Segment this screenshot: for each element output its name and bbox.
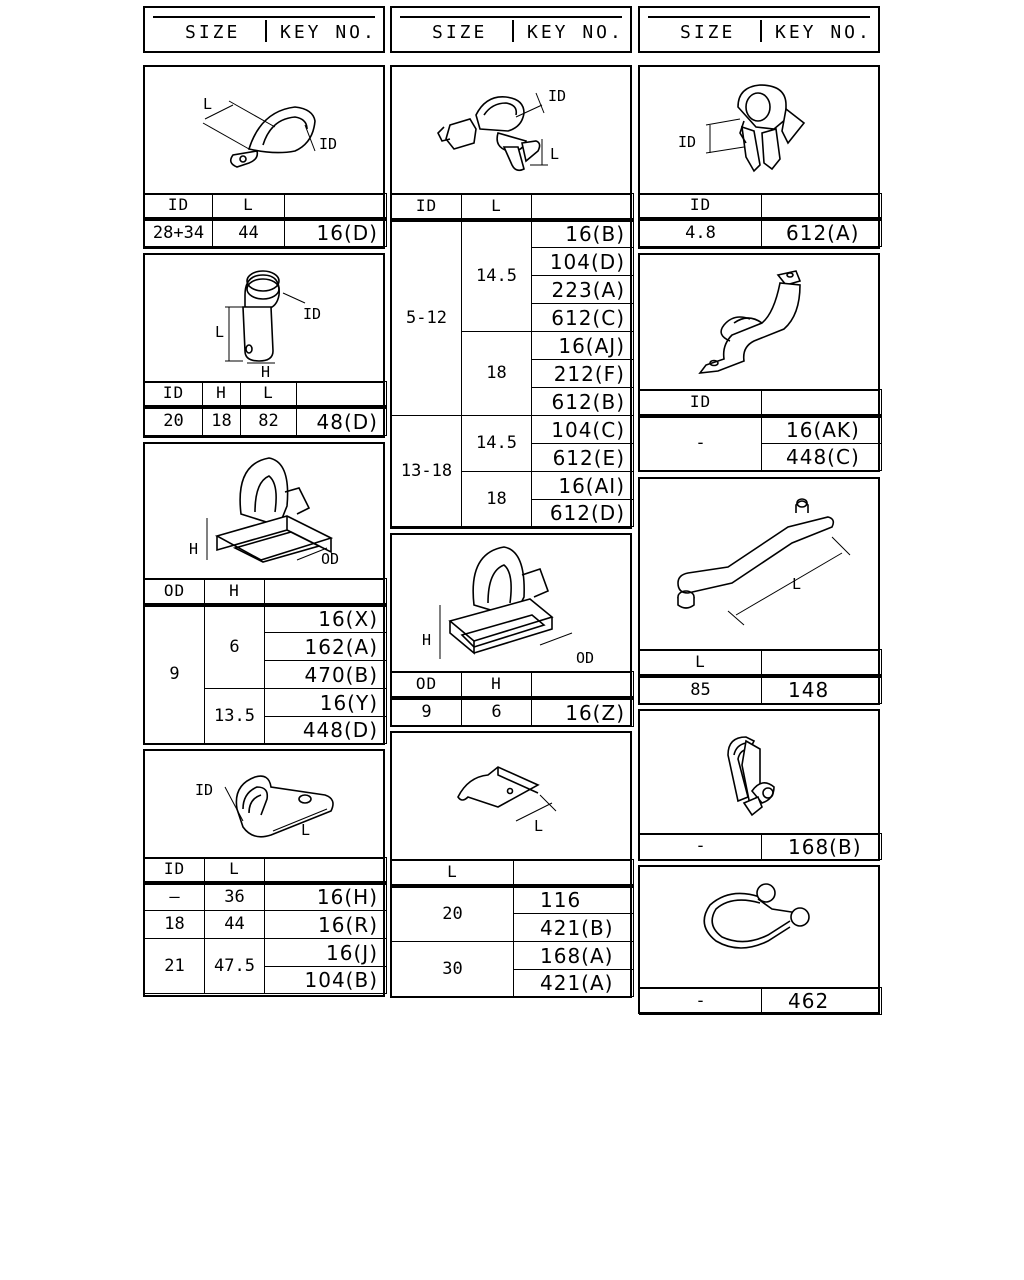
panel-channel-clip — [390, 533, 632, 727]
double-loop-clip-icon — [145, 751, 383, 857]
key-no-cell: 48(D) — [297, 407, 387, 436]
rail-clip-drawing — [145, 444, 383, 580]
key-no-cell: 16(J) — [265, 939, 387, 967]
panel-double-loop-clip — [143, 749, 385, 997]
size-cell: 44 — [205, 911, 265, 939]
key-no-cell: 16(Z) — [532, 698, 634, 727]
col-header: L — [640, 650, 762, 676]
key-no-cell: 16(AI) — [532, 472, 634, 500]
panel-rail-clip — [143, 442, 385, 745]
key-no-cell: 612(B) — [532, 388, 634, 416]
col-header: ID — [392, 194, 462, 220]
key-no-cell: 16(H) — [265, 883, 387, 911]
long-strap-table — [639, 649, 882, 704]
col-header: H — [205, 579, 265, 605]
col-header: H — [203, 382, 241, 407]
key-no-cell: 212(F) — [532, 360, 634, 388]
key-no-cell: 421(A) — [514, 970, 634, 997]
dim-label: H — [189, 540, 199, 558]
dim-label: ID — [195, 781, 214, 799]
rail-clip-icon — [145, 444, 383, 578]
col-header: OD — [392, 672, 462, 698]
long-strap-drawing — [640, 479, 878, 651]
col-header: ID — [640, 194, 762, 219]
panel-hook-clip — [638, 709, 880, 861]
size-cell: 5-12 — [392, 220, 462, 416]
key-no-cell: 612(D) — [532, 500, 634, 527]
dim-label: L — [203, 95, 213, 113]
saddle-bracket-drawing — [640, 255, 878, 391]
key-no-cell: 470(B) — [265, 661, 387, 689]
size-cell: - — [640, 988, 762, 1015]
size-cell: 18 — [462, 332, 532, 416]
spring-clip-icon — [392, 733, 630, 859]
saddle-bracket-table — [639, 389, 882, 471]
spring-clip-drawing — [392, 733, 630, 861]
col-header — [762, 390, 882, 416]
wire-loop-drawing — [640, 867, 878, 989]
panel-saddle-bracket — [638, 253, 880, 472]
wire-loop-table — [639, 987, 882, 1015]
key-no-cell: 612(C) — [532, 304, 634, 332]
double-loop-clip-table — [144, 857, 387, 994]
size-cell: 18 — [145, 911, 205, 939]
key-no-header: KEY NO. — [775, 22, 872, 43]
hook-clip-table — [639, 833, 882, 860]
key-no-cell: 168(B) — [762, 834, 882, 860]
key-no-header: KEY NO. — [527, 22, 624, 43]
key-no-cell: 116 — [514, 886, 634, 914]
key-no-cell: 104(C) — [532, 416, 634, 444]
key-no-cell: 612(E) — [532, 444, 634, 472]
bracket-clamp-icon — [145, 255, 383, 381]
key-no-cell: 16(X) — [265, 605, 387, 633]
hook-clip-drawing — [640, 711, 878, 835]
col-header: L — [205, 858, 265, 883]
col-header: L — [392, 860, 514, 886]
dim-label: L — [550, 145, 560, 163]
col-header: OD — [145, 579, 205, 605]
header-divider — [512, 20, 514, 42]
size-cell: 14.5 — [462, 416, 532, 472]
col-header: L — [213, 194, 285, 219]
size-cell: 9 — [392, 698, 462, 727]
panel-long-strap — [638, 477, 880, 705]
header-col2 — [390, 6, 632, 53]
col-header — [265, 858, 387, 883]
dim-label: ID — [303, 305, 322, 323]
col-header: ID — [145, 194, 213, 219]
key-no-cell: 421(B) — [514, 914, 634, 942]
header-rule — [153, 16, 375, 18]
col-header — [514, 860, 634, 886]
dim-label: ID — [678, 133, 697, 151]
p-clamp-icon — [145, 67, 383, 193]
channel-clip-icon — [392, 535, 630, 671]
tube-clip-table — [639, 193, 882, 247]
size-cell: 20 — [392, 886, 514, 942]
size-cell: 4.8 — [640, 219, 762, 247]
size-cell: 30 — [392, 942, 514, 997]
size-cell: 13.5 — [205, 689, 265, 744]
key-no-cell: 223(A) — [532, 276, 634, 304]
col-header: L — [241, 382, 297, 407]
pin-clamp-icon — [392, 67, 630, 193]
header-rule — [648, 16, 870, 18]
dim-label: L — [215, 323, 225, 341]
bracket-clamp-drawing — [145, 255, 383, 383]
key-no-cell: 16(D) — [285, 219, 387, 247]
pin-clamp-drawing — [392, 67, 630, 195]
header-rule — [400, 16, 622, 18]
wire-loop-icon — [640, 867, 878, 987]
key-no-cell: 148 — [762, 676, 882, 704]
dim-label: ID — [319, 135, 338, 153]
key-no-cell: 16(B) — [532, 220, 634, 248]
tube-clip-icon — [640, 67, 878, 193]
size-cell: 13-18 — [392, 416, 462, 527]
header-col3 — [638, 6, 880, 53]
col-header — [297, 382, 387, 407]
dim-label: OD — [576, 649, 595, 667]
size-header: SIZE — [680, 22, 736, 43]
panel-pin-clamp — [390, 65, 632, 529]
size-cell: — — [145, 883, 205, 911]
col-header: ID — [145, 382, 203, 407]
col-header: ID — [145, 858, 205, 883]
size-cell: 47.5 — [205, 939, 265, 994]
key-no-cell: 612(A) — [762, 219, 882, 247]
panel-spring-clip — [390, 731, 632, 998]
key-no-cell: 16(AJ) — [532, 332, 634, 360]
rail-clip-table — [144, 578, 387, 744]
spring-clip-table — [391, 859, 634, 997]
size-cell: 21 — [145, 939, 205, 994]
size-cell: - — [640, 416, 762, 471]
p-clamp-table — [144, 193, 387, 247]
header-divider — [760, 20, 762, 42]
size-cell: 18 — [203, 407, 241, 436]
col-header: L — [462, 194, 532, 220]
size-cell: 82 — [241, 407, 297, 436]
saddle-bracket-icon — [640, 255, 878, 389]
size-header: SIZE — [432, 22, 488, 43]
key-no-cell: 16(R) — [265, 911, 387, 939]
col-header — [762, 194, 882, 219]
col-header — [532, 194, 634, 220]
key-no-cell: 162(A) — [265, 633, 387, 661]
key-no-cell: 168(A) — [514, 942, 634, 970]
size-cell: 9 — [145, 605, 205, 744]
col-header — [762, 650, 882, 676]
col-header — [532, 672, 634, 698]
dim-label: H — [261, 363, 271, 381]
panel-tube-clip — [638, 65, 880, 249]
channel-clip-table — [391, 671, 634, 727]
col-header — [285, 194, 387, 219]
size-header: SIZE — [185, 22, 241, 43]
double-loop-clip-drawing — [145, 751, 383, 859]
pin-clamp-table — [391, 193, 634, 527]
col-header — [265, 579, 387, 605]
size-cell: 28+34 — [145, 219, 213, 247]
dim-label: L — [792, 575, 802, 593]
size-cell: 44 — [213, 219, 285, 247]
col-header: ID — [640, 390, 762, 416]
panel-wire-loop — [638, 865, 880, 1014]
size-cell: 6 — [205, 605, 265, 689]
hook-clip-icon — [640, 711, 878, 833]
key-no-cell: 462 — [762, 988, 882, 1015]
p-clamp-drawing — [145, 67, 383, 195]
size-cell: 85 — [640, 676, 762, 704]
long-strap-icon — [640, 479, 878, 649]
dim-label: L — [534, 817, 544, 835]
size-cell: 36 — [205, 883, 265, 911]
size-cell: 20 — [145, 407, 203, 436]
dim-label: OD — [321, 550, 340, 568]
tube-clip-drawing — [640, 67, 878, 195]
key-no-cell: 16(AK) — [762, 416, 882, 444]
key-no-cell: 448(D) — [265, 717, 387, 744]
dim-label: L — [301, 821, 311, 839]
size-cell: - — [640, 834, 762, 860]
header-divider — [265, 20, 267, 42]
col-header: H — [462, 672, 532, 698]
dim-label: H — [422, 631, 432, 649]
size-cell: 14.5 — [462, 220, 532, 332]
size-cell: 18 — [462, 472, 532, 527]
key-no-header: KEY NO. — [280, 22, 377, 43]
channel-clip-drawing — [392, 535, 630, 673]
panel-p-clamp — [143, 65, 385, 249]
bracket-clamp-table — [144, 381, 387, 436]
header-col1 — [143, 6, 385, 53]
key-no-cell: 16(Y) — [265, 689, 387, 717]
key-no-cell: 104(D) — [532, 248, 634, 276]
key-no-cell: 448(C) — [762, 444, 882, 471]
key-no-cell: 104(B) — [265, 967, 387, 994]
panel-bracket-clamp — [143, 253, 385, 438]
dim-label: ID — [548, 87, 567, 105]
size-cell: 6 — [462, 698, 532, 727]
